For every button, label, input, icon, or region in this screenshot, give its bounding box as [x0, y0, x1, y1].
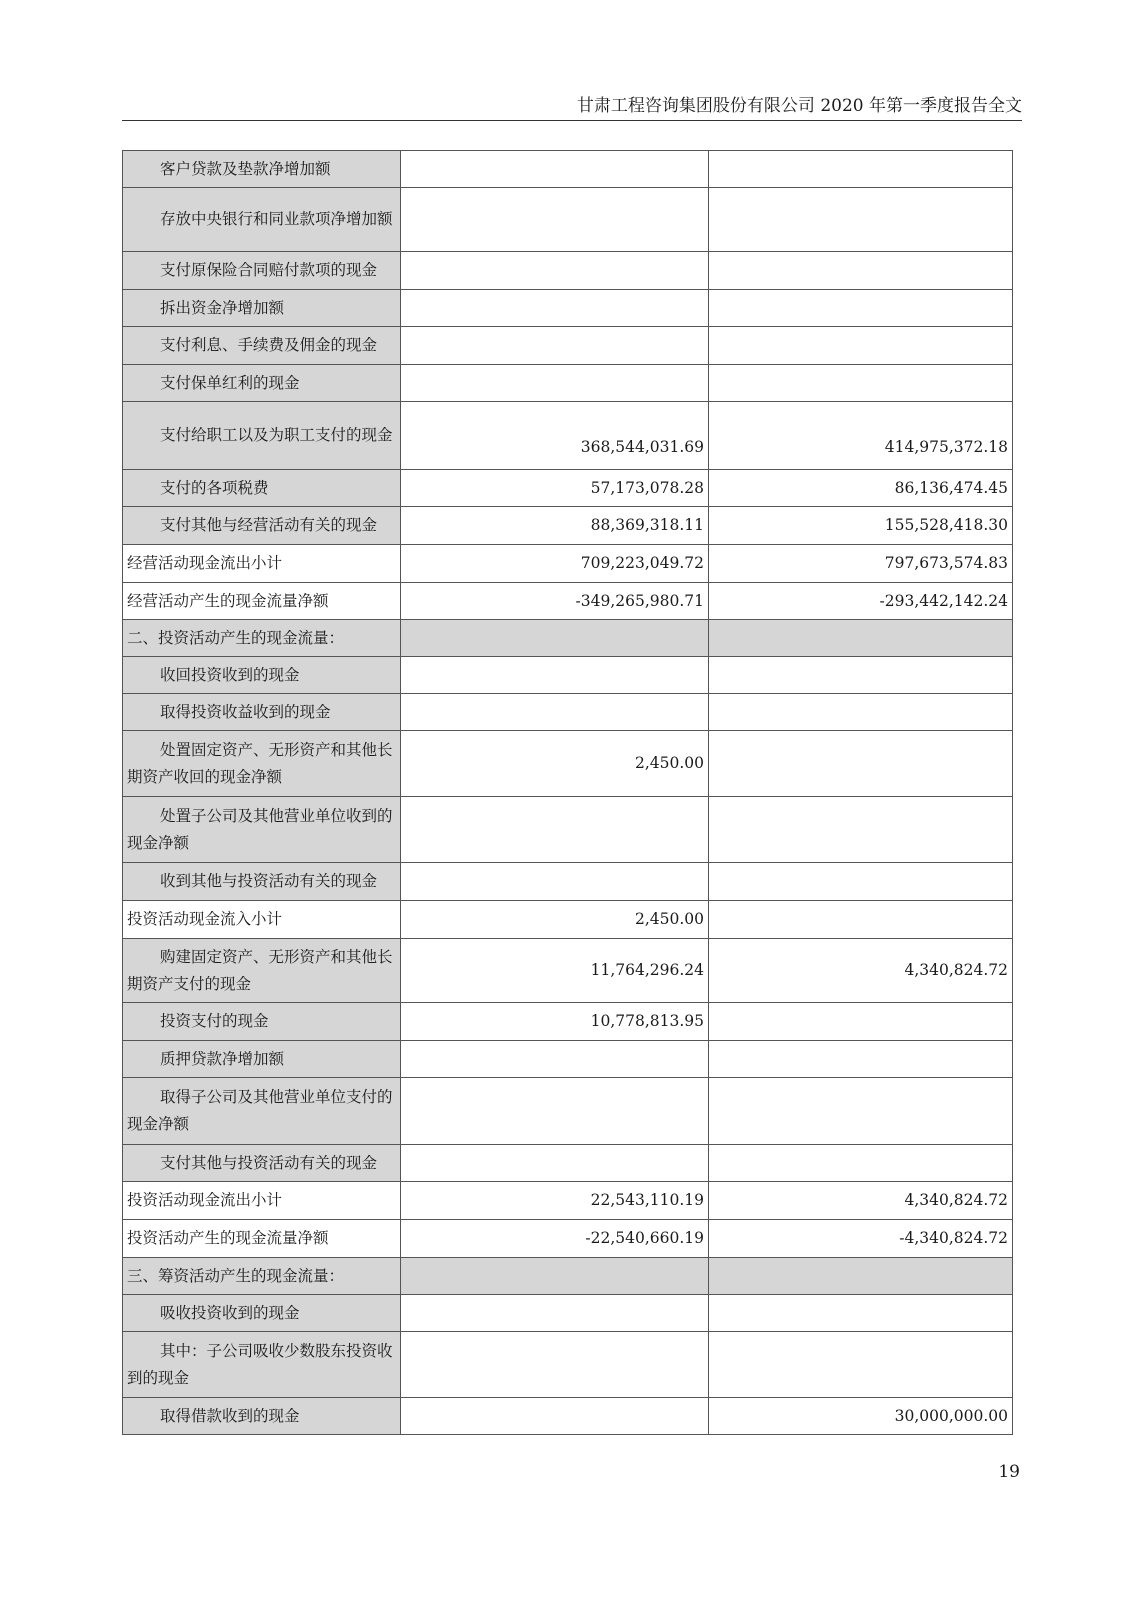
previous-period-value — [709, 1041, 1013, 1078]
current-period-value — [401, 797, 709, 863]
previous-period-value: -4,340,824.72 — [709, 1220, 1013, 1258]
previous-period-value — [709, 1078, 1013, 1145]
table-row — [123, 188, 1013, 252]
previous-period-value: 797,673,574.83 — [709, 545, 1013, 583]
row-label: 三、筹资活动产生的现金流量： — [123, 1258, 401, 1295]
table-row — [123, 151, 1013, 188]
previous-period-value — [709, 1332, 1013, 1398]
previous-period-value — [709, 252, 1013, 290]
current-period-value — [401, 1145, 709, 1182]
current-period-value — [401, 1258, 709, 1295]
table-row — [123, 731, 1013, 797]
current-period-value — [401, 620, 709, 657]
row-label: 支付保单红利的现金 — [123, 365, 401, 402]
previous-period-value: 414,975,372.18 — [709, 402, 1013, 470]
current-period-value: 2,450.00 — [401, 901, 709, 939]
current-period-value — [401, 365, 709, 402]
previous-period-value — [709, 365, 1013, 402]
previous-period-value — [709, 620, 1013, 657]
previous-period-value — [709, 1295, 1013, 1332]
row-label: 购建固定资产、无形资产和其他长期资产支付的现金 — [123, 939, 401, 1003]
current-period-value: 22,543,110.19 — [401, 1182, 709, 1220]
table-row — [123, 1398, 1013, 1435]
current-period-value: 88,369,318.11 — [401, 507, 709, 545]
current-period-value: 57,173,078.28 — [401, 470, 709, 507]
table-row — [123, 327, 1013, 365]
table-row — [123, 365, 1013, 402]
previous-period-value: 4,340,824.72 — [709, 939, 1013, 1003]
current-period-value — [401, 1398, 709, 1435]
row-label: 投资活动产生的现金流量净额 — [123, 1220, 401, 1258]
current-period-value: 368,544,031.69 — [401, 402, 709, 470]
previous-period-value — [709, 1003, 1013, 1041]
row-label: 存放中央银行和同业款项净增加额 — [123, 188, 401, 252]
previous-period-value: -293,442,142.24 — [709, 583, 1013, 620]
current-period-value: 2,450.00 — [401, 731, 709, 797]
previous-period-value: 30,000,000.00 — [709, 1398, 1013, 1435]
previous-period-value — [709, 694, 1013, 731]
current-period-value — [401, 151, 709, 188]
current-period-value — [401, 1295, 709, 1332]
table-row — [123, 402, 1013, 470]
row-label: 取得借款收到的现金 — [123, 1398, 401, 1435]
table-row — [123, 1295, 1013, 1332]
row-label: 取得投资收益收到的现金 — [123, 694, 401, 731]
row-label: 取得子公司及其他营业单位支付的现金净额 — [123, 1078, 401, 1145]
previous-period-value: 155,528,418.30 — [709, 507, 1013, 545]
table-row — [123, 1332, 1013, 1398]
previous-period-value: 4,340,824.72 — [709, 1182, 1013, 1220]
row-label: 收回投资收到的现金 — [123, 657, 401, 694]
table-row — [123, 583, 1013, 620]
previous-period-value — [709, 151, 1013, 188]
row-label: 支付的各项税费 — [123, 470, 401, 507]
previous-period-value — [709, 290, 1013, 327]
row-label: 经营活动产生的现金流量净额 — [123, 583, 401, 620]
table-row — [123, 1258, 1013, 1295]
row-label: 支付利息、手续费及佣金的现金 — [123, 327, 401, 365]
table-row — [123, 797, 1013, 863]
table-row — [123, 939, 1013, 1003]
table-row — [123, 620, 1013, 657]
previous-period-value — [709, 327, 1013, 365]
current-period-value — [401, 290, 709, 327]
row-label: 经营活动现金流出小计 — [123, 545, 401, 583]
current-period-value — [401, 1078, 709, 1145]
previous-period-value — [709, 863, 1013, 901]
previous-period-value — [709, 797, 1013, 863]
table-row — [123, 252, 1013, 290]
previous-period-value — [709, 1258, 1013, 1295]
table-row — [123, 1220, 1013, 1258]
row-label: 处置子公司及其他营业单位收到的现金净额 — [123, 797, 401, 863]
current-period-value — [401, 1041, 709, 1078]
current-period-value: 10,778,813.95 — [401, 1003, 709, 1041]
current-period-value — [401, 657, 709, 694]
row-label: 支付其他与投资活动有关的现金 — [123, 1145, 401, 1182]
row-label: 二、投资活动产生的现金流量： — [123, 620, 401, 657]
table-row — [123, 1145, 1013, 1182]
current-period-value — [401, 188, 709, 252]
row-label: 吸收投资收到的现金 — [123, 1295, 401, 1332]
row-label: 质押贷款净增加额 — [123, 1041, 401, 1078]
previous-period-value — [709, 188, 1013, 252]
header-rule — [122, 120, 1022, 121]
table-row — [123, 1041, 1013, 1078]
row-label: 投资支付的现金 — [123, 1003, 401, 1041]
row-label: 客户贷款及垫款净增加额 — [123, 151, 401, 188]
table-row — [123, 290, 1013, 327]
row-label: 支付其他与经营活动有关的现金 — [123, 507, 401, 545]
table-row — [123, 507, 1013, 545]
previous-period-value — [709, 901, 1013, 939]
previous-period-value — [709, 657, 1013, 694]
row-label: 支付给职工以及为职工支付的现金 — [123, 402, 401, 470]
row-label: 其中：子公司吸收少数股东投资收到的现金 — [123, 1332, 401, 1398]
page-header: 甘肃工程咨询集团股份有限公司 2020 年第一季度报告全文 — [576, 96, 1022, 116]
table-row — [123, 901, 1013, 939]
table-row — [123, 470, 1013, 507]
current-period-value — [401, 694, 709, 731]
current-period-value — [401, 1332, 709, 1398]
table-row — [123, 1003, 1013, 1041]
current-period-value: 709,223,049.72 — [401, 545, 709, 583]
current-period-value: 11,764,296.24 — [401, 939, 709, 1003]
current-period-value — [401, 327, 709, 365]
table-row — [123, 1078, 1013, 1145]
current-period-value: -349,265,980.71 — [401, 583, 709, 620]
row-label: 处置固定资产、无形资产和其他长期资产收回的现金净额 — [123, 731, 401, 797]
previous-period-value: 86,136,474.45 — [709, 470, 1013, 507]
table-row — [123, 657, 1013, 694]
cash-flow-table — [122, 150, 1013, 1435]
row-label: 收到其他与投资活动有关的现金 — [123, 863, 401, 901]
previous-period-value — [709, 731, 1013, 797]
row-label: 投资活动现金流入小计 — [123, 901, 401, 939]
page-number: 19 — [998, 1462, 1020, 1482]
current-period-value — [401, 252, 709, 290]
table-row — [123, 545, 1013, 583]
table-row — [123, 1182, 1013, 1220]
table-row — [123, 863, 1013, 901]
table-row — [123, 694, 1013, 731]
current-period-value: -22,540,660.19 — [401, 1220, 709, 1258]
previous-period-value — [709, 1145, 1013, 1182]
row-label: 支付原保险合同赔付款项的现金 — [123, 252, 401, 290]
row-label: 投资活动现金流出小计 — [123, 1182, 401, 1220]
row-label: 拆出资金净增加额 — [123, 290, 401, 327]
current-period-value — [401, 863, 709, 901]
